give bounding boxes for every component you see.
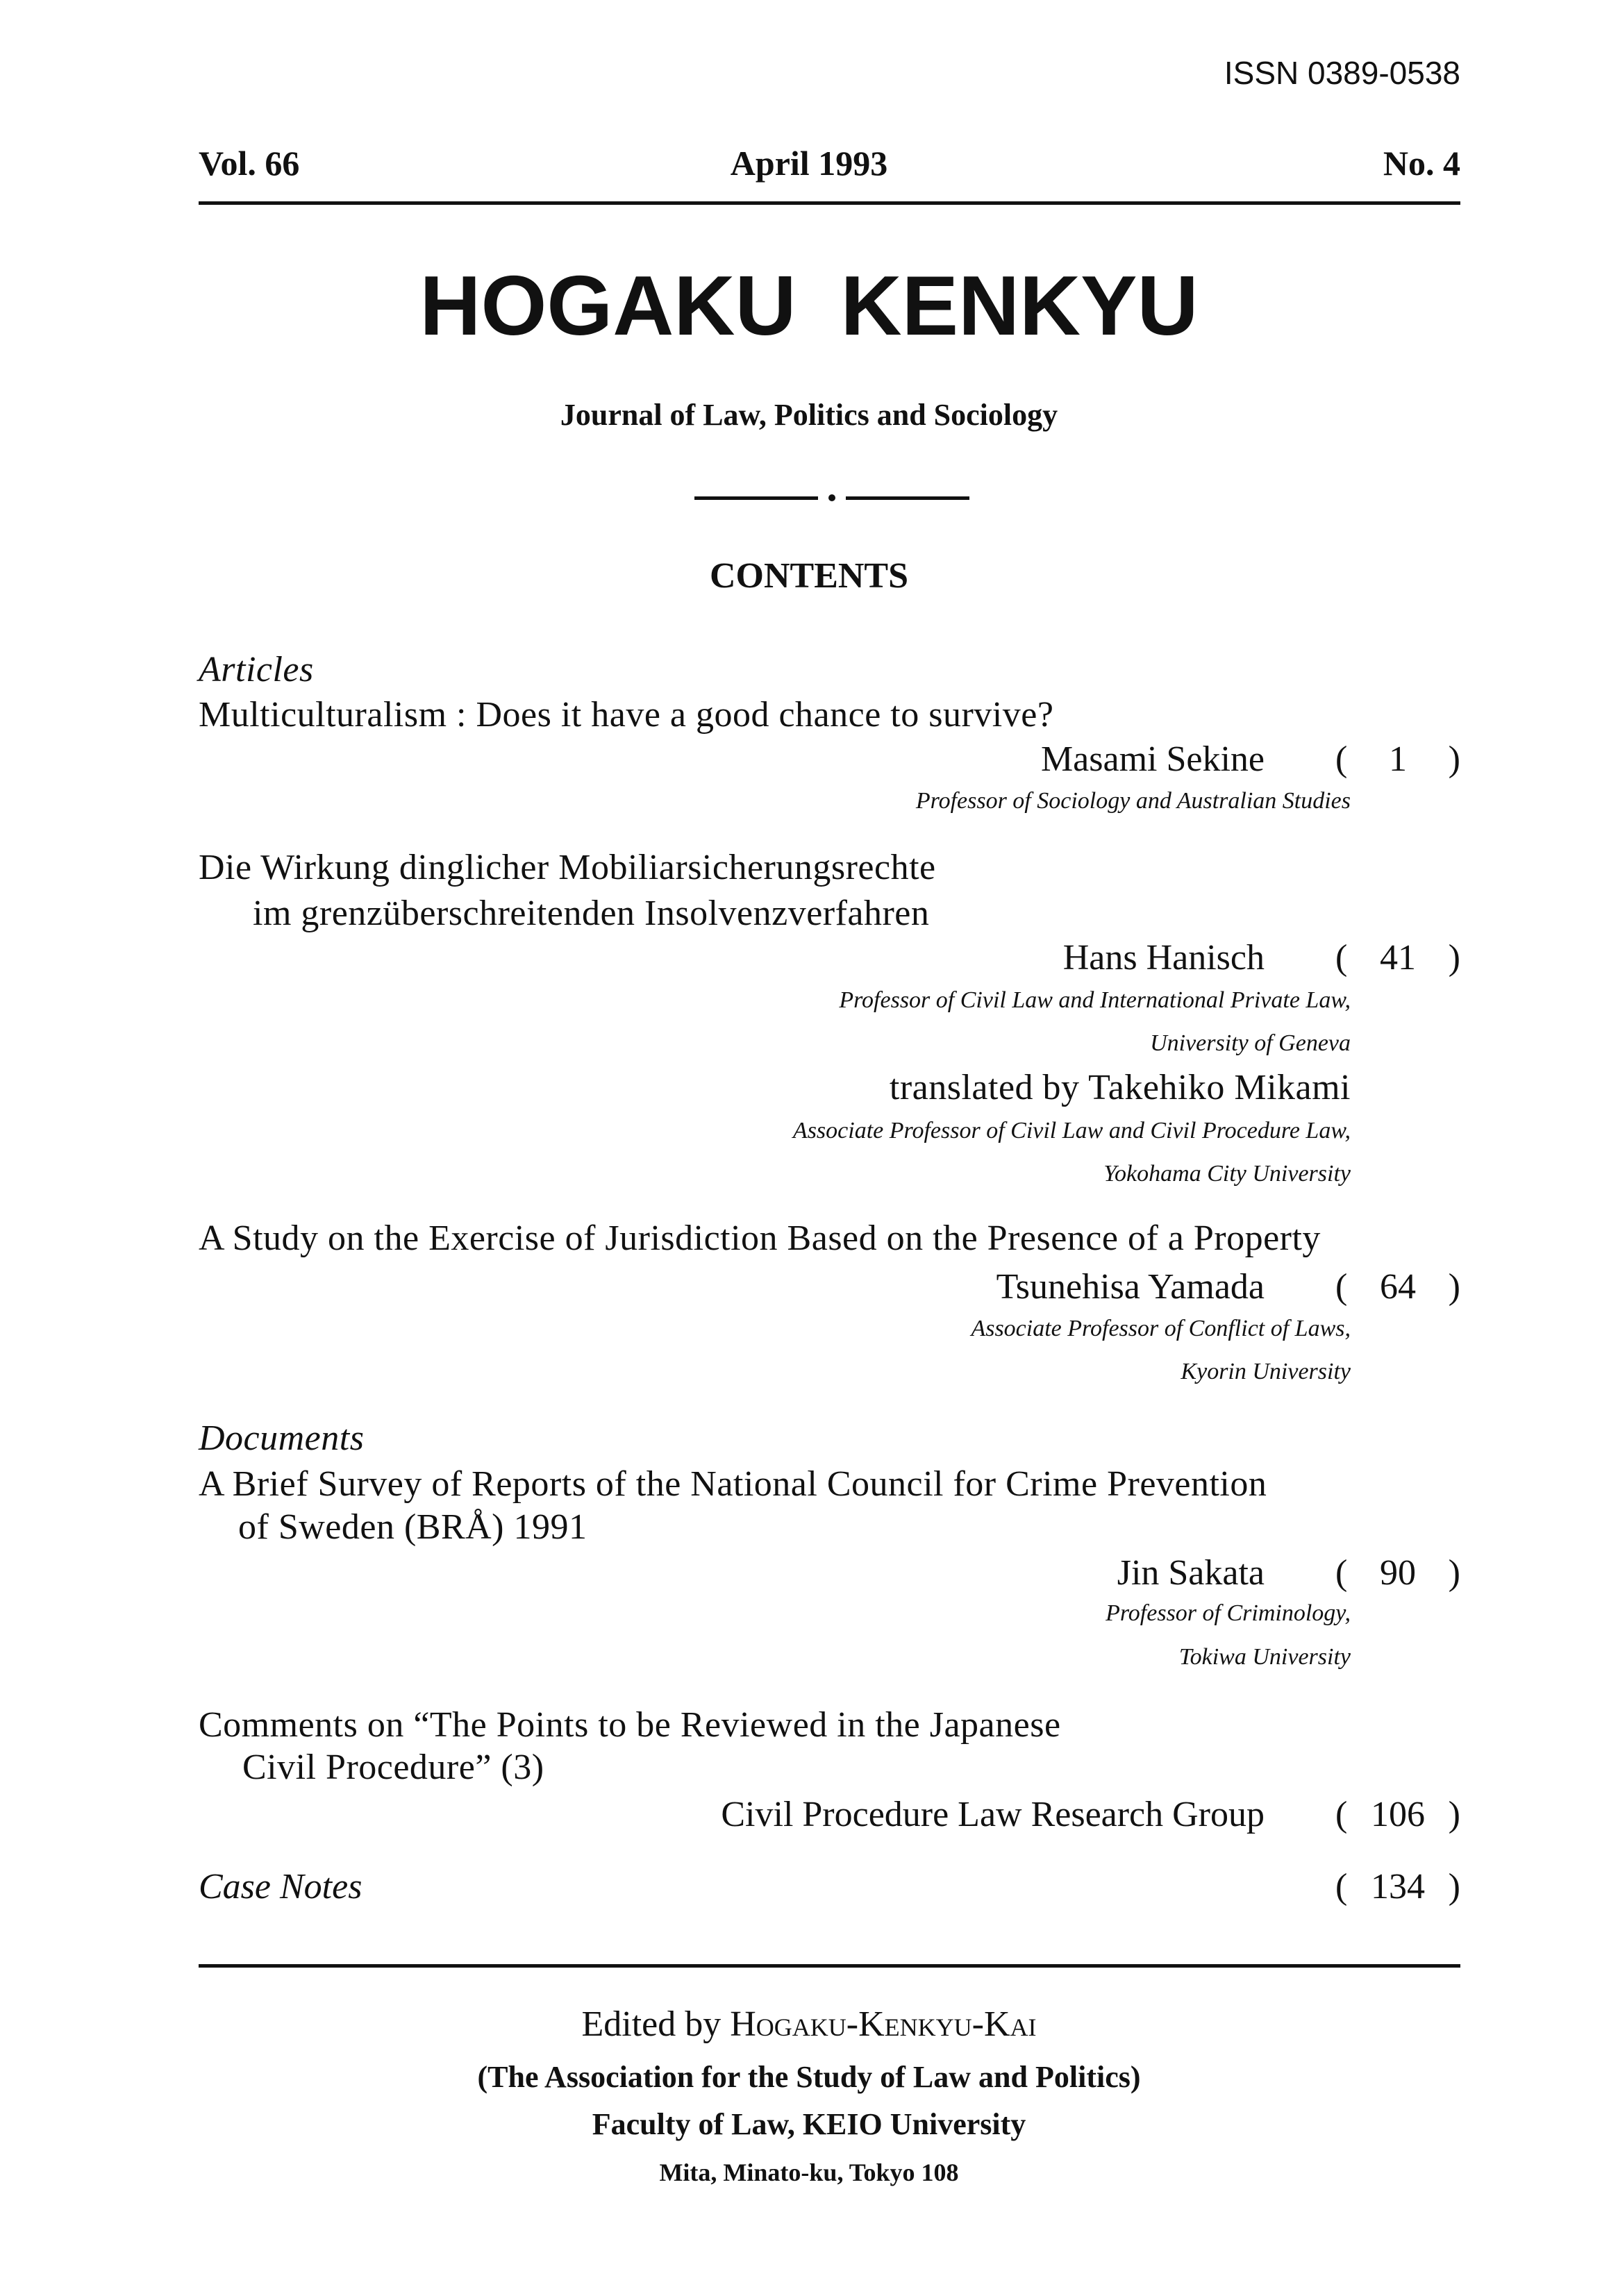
- dot-leader: [235, 737, 1041, 782]
- issue-date: April 1993: [730, 144, 888, 183]
- translator-affiliation: Associate Professor of Civil Law and Civil Procedure Law,: [792, 1118, 1351, 1143]
- entry-affiliation: Tokiwa University: [1178, 1644, 1351, 1670]
- edited-by: Edited by Hogaku-Kenkyu-Kai: [581, 2004, 1037, 2044]
- entry-title: of Sweden (BRÅ) 1991: [238, 1507, 587, 1547]
- entry-affiliation: Professor of Criminology,: [1106, 1600, 1351, 1626]
- dot-leader: [1265, 936, 1335, 980]
- dot-leader: [235, 936, 1063, 980]
- entry-title: A Brief Survey of Reports of the National Council for Crime Prevention: [199, 1464, 1267, 1504]
- editor-name: Hogaku-Kenkyu-Kai: [730, 2004, 1037, 2044]
- dot-leader: [362, 1865, 1335, 1909]
- entry-title: Die Wirkung dinglicher Mobiliarsicherungsrechte: [199, 848, 936, 887]
- entry-title: A Study on the Exercise of Jurisdiction Based on the Presence of a Property: [199, 1218, 1321, 1258]
- address: Mita, Minato-ku, Tokyo 108: [659, 2159, 959, 2186]
- section-documents: Documents: [199, 1418, 365, 1458]
- entry-affiliation: Professor of Sociology and Australian Studies: [915, 788, 1351, 814]
- toc-entry-leader[interactable]: [235, 1551, 1460, 1595]
- contents-heading: CONTENTS: [709, 556, 909, 596]
- entry-title: Comments on “The Points to be Reviewed in the Japanese: [199, 1705, 1061, 1745]
- dot-leader: [1265, 737, 1335, 782]
- toc-case-notes[interactable]: [199, 1865, 1460, 1909]
- page-number: ( 106 ): [1335, 1795, 1460, 1834]
- entry-affiliation: University of Geneva: [1150, 1030, 1351, 1056]
- entry-title: im grenzüberschreitenden Insolvenzverfahren: [253, 894, 930, 933]
- toc-entry-leader[interactable]: [235, 737, 1460, 782]
- footer-rule: [199, 1964, 1460, 1968]
- dot-leader: [235, 1793, 721, 1837]
- entry-author: Hans Hanisch: [1062, 938, 1265, 978]
- entry-affiliation: Kyorin University: [1181, 1359, 1351, 1384]
- entry-affiliation: Professor of Civil Law and International Private Law,: [839, 987, 1351, 1013]
- dot-leader: [1265, 1551, 1335, 1595]
- dot-leader: [235, 1265, 996, 1309]
- dot-leader: [1265, 1793, 1335, 1837]
- dot-leader: [1265, 1265, 1335, 1309]
- entry-author: Civil Procedure Law Research Group: [721, 1795, 1265, 1834]
- page-number: ( 134 ): [1335, 1867, 1460, 1907]
- journal-subtitle: Journal of Law, Politics and Sociology: [560, 398, 1058, 432]
- toc-entry-leader[interactable]: [235, 1265, 1460, 1309]
- header-rule: [199, 201, 1460, 205]
- dot-leader: [235, 1551, 1117, 1595]
- ornament-divider: [694, 494, 972, 501]
- page-number: ( 90 ): [1335, 1553, 1460, 1593]
- entry-affiliation: Associate Professor of Conflict of Laws,: [971, 1316, 1351, 1341]
- entry-translator: translated by Takehiko Mikami: [889, 1068, 1351, 1107]
- entry-author: Tsunehisa Yamada: [996, 1267, 1265, 1307]
- association: (The Association for the Study of Law and Politics): [477, 2060, 1141, 2094]
- page-number: ( 64 ): [1335, 1267, 1460, 1307]
- toc-entry-leader[interactable]: [235, 936, 1460, 980]
- section-articles: Articles: [199, 650, 314, 689]
- journal-title: HOGAKU KENKYU: [419, 258, 1199, 353]
- entry-title: Multiculturalism : Does it have a good chance to survive?: [199, 695, 1054, 735]
- issn: ISSN 0389-0538: [1224, 55, 1460, 91]
- page-number: ( 41 ): [1335, 938, 1460, 978]
- entry-title: Civil Procedure” (3): [242, 1748, 544, 1787]
- page-number: ( 1 ): [1335, 739, 1460, 779]
- toc-entry-leader[interactable]: [235, 1793, 1460, 1837]
- volume: Vol. 66: [199, 144, 300, 183]
- translator-affiliation: Yokohama City University: [1103, 1161, 1351, 1187]
- section-case-notes: Case Notes: [199, 1867, 362, 1907]
- faculty: Faculty of Law, KEIO University: [592, 2107, 1026, 2141]
- issue-number: No. 4: [1383, 144, 1460, 183]
- entry-author: Jin Sakata: [1117, 1553, 1265, 1593]
- entry-author: Masami Sekine: [1040, 739, 1265, 779]
